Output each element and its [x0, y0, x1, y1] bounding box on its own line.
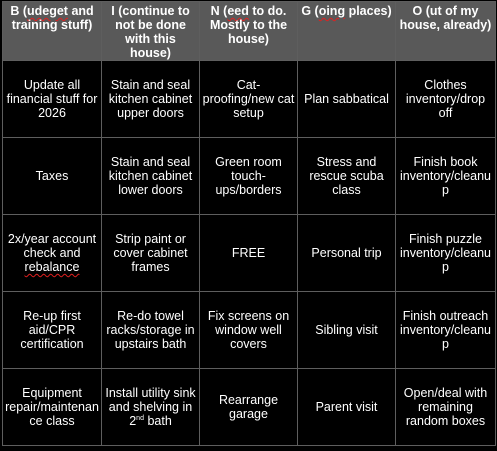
board-cell[interactable]: Fix screens on window well covers — [200, 292, 298, 369]
board-cell[interactable]: Install utility sink and shelving in 2nd bath — [102, 369, 200, 446]
board-cell[interactable]: Plan sabbatical — [298, 61, 396, 138]
board-cell[interactable]: Re-do towel racks/storage in upstairs bath — [102, 292, 200, 369]
board-cell[interactable]: Green room touch-ups/borders — [200, 138, 298, 215]
board-cell[interactable]: Strip paint or cover cabinet frames — [102, 215, 200, 292]
board-cell[interactable]: Finish outreach inventory/cleanup — [396, 292, 496, 369]
board-row — [3, 215, 496, 292]
board-cell[interactable]: Stain and seal kitchen cabinet lower doors — [102, 138, 200, 215]
header-cell[interactable]: B (udeget and training stuff) — [3, 2, 102, 61]
board-cell[interactable]: Stain and seal kitchen cabinet upper doors — [102, 61, 200, 138]
header-cell[interactable]: I (continue to not be done with this house) — [102, 2, 200, 61]
board-row — [3, 61, 496, 138]
board-cell[interactable]: Taxes — [3, 138, 102, 215]
board-row — [3, 369, 496, 446]
board-cell[interactable]: Parent visit — [298, 369, 396, 446]
board-cell[interactable]: Rearrange garage — [200, 369, 298, 446]
board-cell[interactable]: Clothes inventory/drop off — [396, 61, 496, 138]
header-cell[interactable]: G (oing places) — [298, 2, 396, 61]
header-cell[interactable]: N (eed to do. Mostly to the house) — [200, 2, 298, 61]
free-space-cell[interactable]: FREE — [200, 215, 298, 292]
board-cell[interactable]: Open/deal with remaining random boxes — [396, 369, 496, 446]
board-cell[interactable]: Re-up first aid/CPR certification — [3, 292, 102, 369]
board-row — [3, 138, 496, 215]
board-cell[interactable]: Stress and rescue scuba class — [298, 138, 396, 215]
board-cell[interactable]: Equipment repair/maintenance class — [3, 369, 102, 446]
board-cell[interactable]: Personal trip — [298, 215, 396, 292]
board-cell[interactable]: 2x/year account check and rebalance — [3, 215, 102, 292]
board-row — [3, 292, 496, 369]
header-cell[interactable]: O (ut of my house, already) — [396, 2, 496, 61]
bingo-board — [2, 1, 496, 446]
board-cell[interactable]: Sibling visit — [298, 292, 396, 369]
board-cell[interactable]: Update all financial stuff for 2026 — [3, 61, 102, 138]
board-cell[interactable]: Finish puzzle inventory/cleanup — [396, 215, 496, 292]
header-row — [3, 2, 496, 61]
board-cell[interactable]: Cat-proofing/new cat setup — [200, 61, 298, 138]
board-cell[interactable]: Finish book inventory/cleanup — [396, 138, 496, 215]
